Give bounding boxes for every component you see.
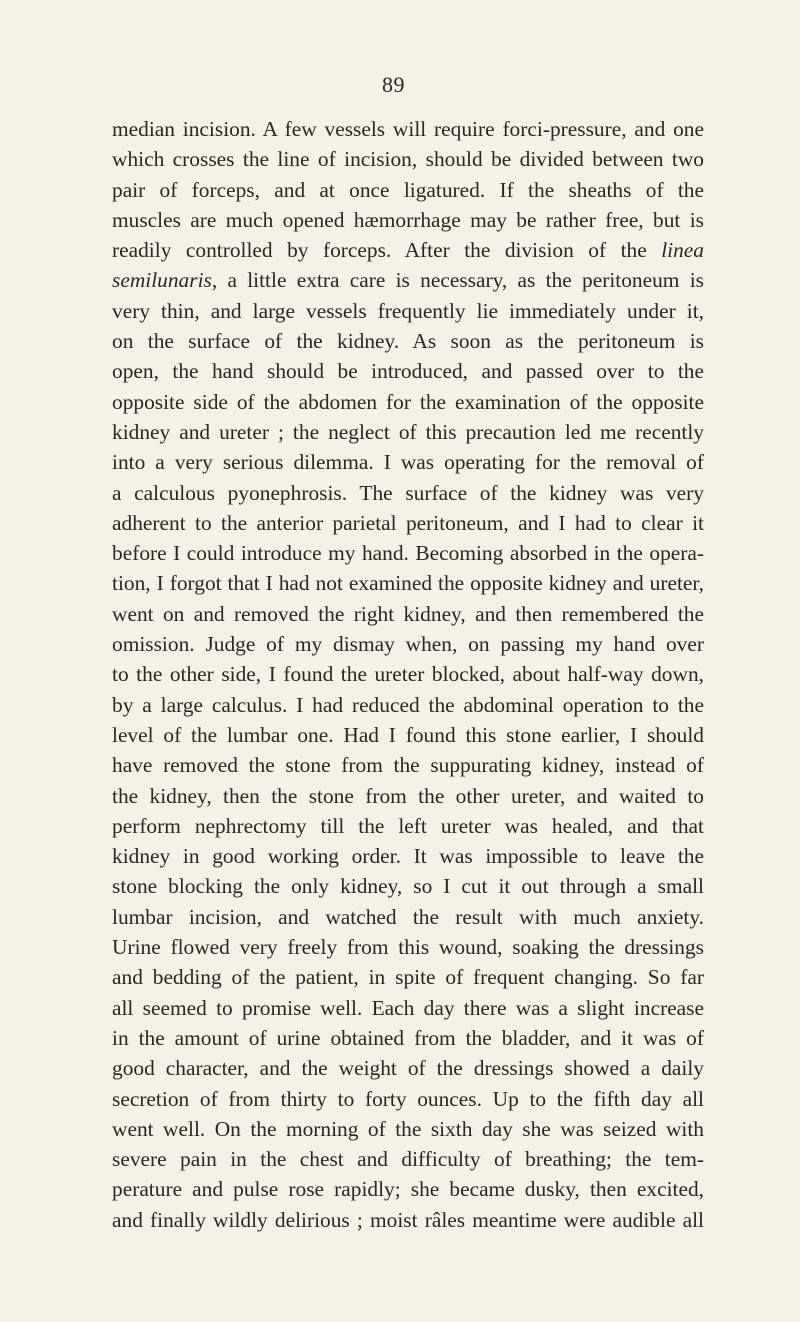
text-line: adherent to the anterior parietal peritoneum, and I had to clear it (112, 510, 704, 535)
text-line: to the other side, I found the ureter blocked, about half-way down, (112, 662, 704, 687)
text-line: very thin, and large vessels frequently lie immediately under it, (112, 298, 704, 323)
text-line-with-italic: readily controlled by forceps. After the division of the linea (112, 238, 704, 263)
text-line: muscles are much opened hæmorrhage may be rather free, but is (112, 207, 704, 232)
text-line: severe pain in the chest and difficulty of breathing; the tem- (112, 1147, 704, 1172)
text-line: opposite side of the abdomen for the examination of the opposite (112, 389, 704, 414)
text-line: went well. On the morning of the sixth day she was seized with (112, 1116, 704, 1141)
text-line: omission. Judge of my dismay when, on passing my hand over (112, 632, 704, 657)
page-number: 89 (382, 72, 405, 97)
text-line: kidney in good working order. It was impossible to leave the (112, 844, 704, 869)
text-line-with-italic: semilunaris, a little extra care is necessary, as the peritoneum is (112, 268, 704, 293)
text-line: which crosses the line of incision, should be divided between two (112, 147, 704, 172)
text-line: stone blocking the only kidney, so I cut it out through a small (112, 874, 704, 899)
text-line: all seemed to promise well. Each day there was a slight increase (112, 995, 704, 1020)
text-line: pair of forceps, and at once ligatured. If the sheaths of the (112, 177, 704, 202)
text-line: into a very serious dilemma. I was operating for the removal of (112, 450, 704, 475)
text-line: perform nephrectomy till the left ureter was healed, and that (112, 813, 704, 838)
text-line: good character, and the weight of the dressings showed a daily (112, 1056, 704, 1081)
text-line: by a large calculus. I had reduced the abdominal operation to the (112, 692, 704, 717)
italic-term: linea (661, 238, 704, 263)
text-line: and bedding of the patient, in spite of frequent changing. So far (112, 965, 704, 990)
text-line: and finally wildly delirious ; moist râles meantime were audible all (112, 1207, 704, 1232)
body-text (112, 114, 704, 1235)
text-line: kidney and ureter ; the neglect of this precaution led me recently (112, 419, 704, 444)
text-line: have removed the stone from the suppurating kidney, instead of (112, 753, 704, 778)
text-line: tion, I forgot that I had not examined the opposite kidney and ureter, (112, 571, 704, 596)
text-line: open, the hand should be introduced, and passed over to the (112, 359, 704, 384)
text-line: perature and pulse rose rapidly; she became dusky, then excited, (112, 1177, 704, 1202)
text-line: median incision. A few vessels will require forci-pressure, and one (112, 117, 704, 141)
text-line: the kidney, then the stone from the other ureter, and waited to (112, 783, 704, 808)
text-line: Urine flowed very freely from this wound, soaking the dressings (112, 935, 704, 960)
text-line: level of the lumbar one. Had I found this stone earlier, I should (112, 722, 704, 747)
text-line: secretion of from thirty to forty ounces. Up to the fifth day all (112, 1086, 704, 1111)
text-line: on the surface of the kidney. As soon as the peritoneum is (112, 329, 704, 354)
italic-term: semilunaris, (112, 268, 218, 293)
text-line: a calculous pyonephrosis. The surface of the kidney was very (112, 480, 704, 505)
text-line: lumbar incision, and watched the result with much anxiety. (112, 904, 704, 929)
text-line: before I could introduce my hand. Becoming absorbed in the opera- (112, 541, 704, 566)
text-line: went on and removed the right kidney, and then remembered the (112, 601, 704, 626)
text-line: in the amount of urine obtained from the bladder, and it was of (112, 1025, 704, 1050)
